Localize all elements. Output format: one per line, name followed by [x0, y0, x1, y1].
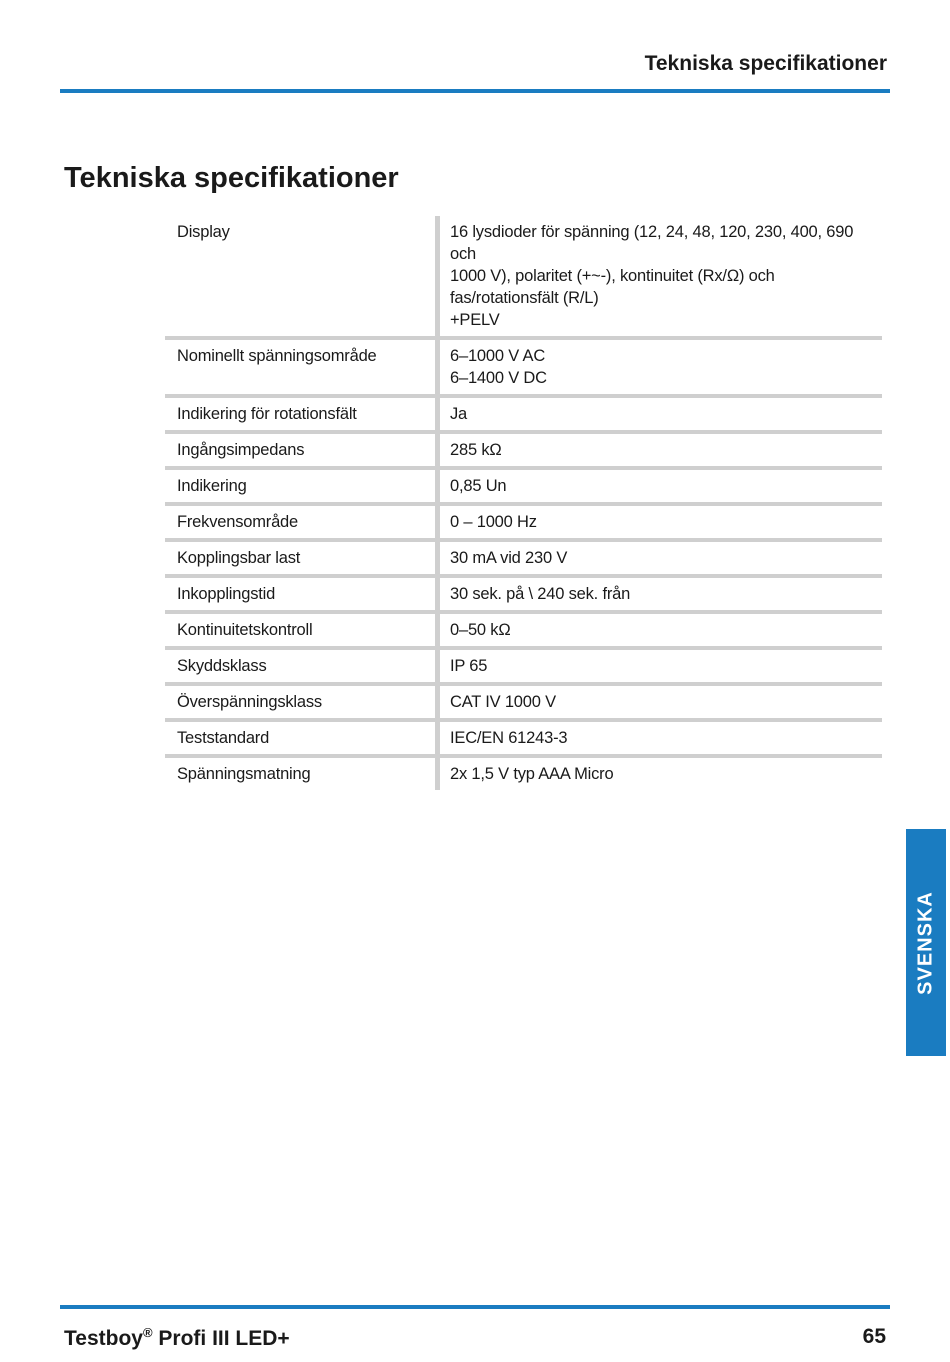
- spec-value-line: 0–50 kΩ: [450, 621, 511, 639]
- spec-row: [165, 468, 882, 504]
- spec-value-line: 1000 V), polaritet (+~-), kontinuitet (Rx/Ω) och: [450, 267, 775, 285]
- spec-value-line: IEC/EN 61243-3: [450, 729, 568, 747]
- spec-label: Indikering för rotationsfält: [177, 405, 357, 423]
- spec-row: [165, 648, 882, 684]
- spec-label: Kontinuitetskontroll: [177, 621, 313, 639]
- spec-value-line: 0 – 1000 Hz: [450, 513, 537, 531]
- spec-label: Spänningsmatning: [177, 765, 311, 783]
- spec-row: [165, 612, 882, 648]
- page-number: 65: [862, 1325, 886, 1348]
- spec-value-line: IP 65: [450, 657, 488, 675]
- spec-value: [438, 432, 883, 468]
- spec-value-line: +PELV: [450, 311, 500, 329]
- spec-label: Skyddsklass: [177, 657, 267, 675]
- spec-label: Kopplingsbar last: [177, 549, 301, 567]
- spec-value-line: 285 kΩ: [450, 441, 502, 459]
- spec-table: [165, 216, 882, 790]
- spec-label: Frekvensområde: [177, 513, 298, 531]
- spec-value: [438, 216, 883, 338]
- spec-label: Teststandard: [177, 729, 270, 747]
- spec-row: [165, 216, 882, 338]
- spec-row: [165, 684, 882, 720]
- spec-value-line: 2x 1,5 V typ AAA Micro: [450, 765, 614, 783]
- spec-row: [165, 396, 882, 432]
- spec-table-body: [165, 216, 882, 790]
- footer-product-name: [64, 1325, 290, 1351]
- footer-rule: [60, 1305, 890, 1309]
- spec-value-line: 6–1400 V DC: [450, 369, 547, 387]
- footer-model: Profi III LED+: [152, 1327, 290, 1350]
- spec-row: [165, 432, 882, 468]
- spec-value-line: 30 sek. på \ 240 sek. från: [450, 585, 631, 603]
- spec-value: [438, 612, 883, 648]
- spec-value: [438, 648, 883, 684]
- spec-value-line: 30 mA vid 230 V: [450, 549, 568, 567]
- spec-row: [165, 338, 882, 396]
- spec-value-line: CAT IV 1000 V: [450, 693, 556, 711]
- spec-value-line: fas/rotationsfält (R/L): [450, 289, 599, 307]
- registered-mark: ®: [142, 1325, 153, 1340]
- spec-value: [438, 756, 883, 790]
- language-tab-label: SVENSKA: [914, 890, 937, 995]
- language-tab[interactable]: [906, 829, 946, 1056]
- spec-row: [165, 756, 882, 790]
- spec-value: [438, 576, 883, 612]
- spec-value-line: Ja: [450, 405, 468, 423]
- spec-label: Indikering: [177, 477, 247, 495]
- spec-label: Ingångsimpedans: [177, 441, 305, 459]
- running-header-title: Tekniska specifikationer: [644, 52, 887, 75]
- spec-label: Inkopplingstid: [177, 585, 276, 603]
- spec-row: [165, 720, 882, 756]
- spec-value: [438, 396, 883, 432]
- spec-label: Nominellt spänningsområde: [177, 347, 377, 365]
- spec-value: [438, 684, 883, 720]
- footer-brand: Testboy: [64, 1327, 143, 1350]
- spec-value: [438, 338, 883, 396]
- spec-value: [438, 720, 883, 756]
- spec-row: [165, 504, 882, 540]
- spec-value: [438, 504, 883, 540]
- spec-value-line: 0,85 Un: [450, 477, 507, 495]
- header-rule: [60, 89, 890, 93]
- spec-value-line: 6–1000 V AC: [450, 347, 546, 365]
- spec-value-line: 16 lysdioder för spänning (12, 24, 48, 120, 230, 400, 690 och: [450, 223, 854, 263]
- spec-row: [165, 540, 882, 576]
- spec-row: [165, 576, 882, 612]
- spec-label: Överspänningsklass: [177, 693, 322, 711]
- spec-value: [438, 468, 883, 504]
- page-title: Tekniska specifikationer: [64, 162, 399, 194]
- spec-label: Display: [177, 223, 230, 241]
- spec-value: [438, 540, 883, 576]
